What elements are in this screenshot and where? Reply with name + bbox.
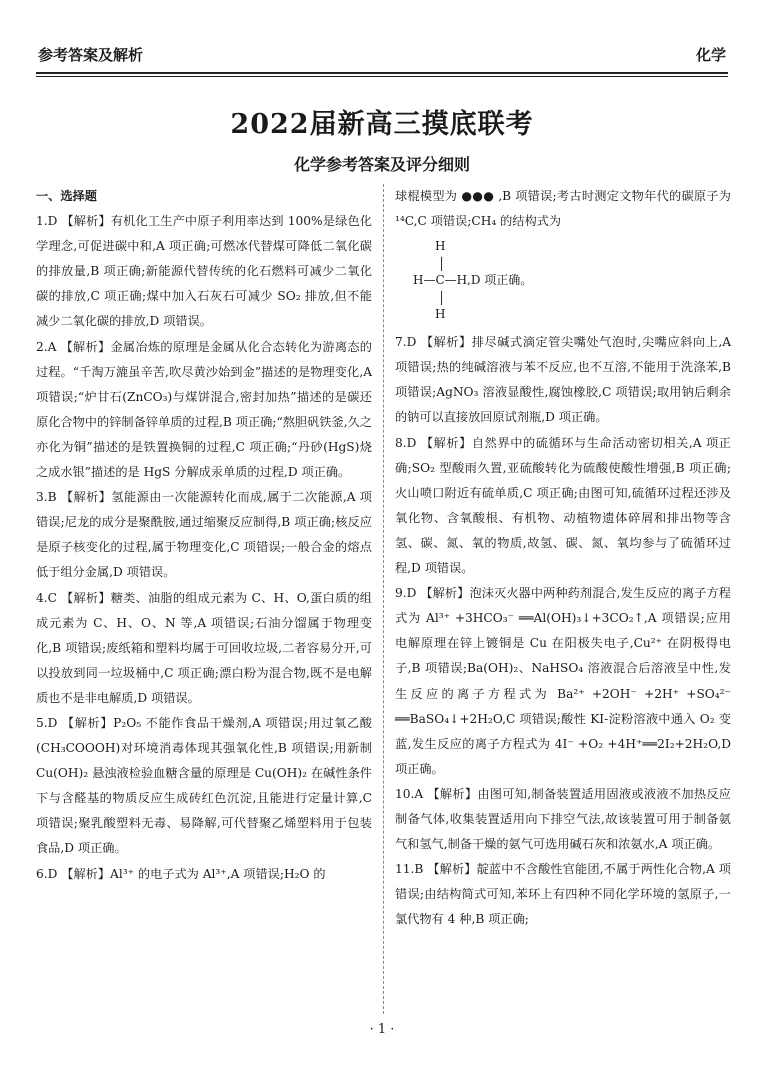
page-subtitle: 化学参考答案及评分细则: [293, 155, 470, 174]
answer-item-9: 9.D 【解析】泡沫灭火器中两种药剂混合,发生反应的离子方程式为 Al³⁺ +3HCO₃⁻ ══Al(OH)₃↓+3CO₂↑,A 项错误;应用电解原理在锌上镀铜是 Cu 在阳极失电子,Cu²⁺ 在阴极得电子,B 项错误;Ba(OH)₂、NaHSO₄ 溶液混合后溶液呈中性,发生反应的离子方程式为 Ba²⁺ +2OH⁻ +2H⁺ +SO₄²⁻ ══BaSO₄↓+2H₂O,C 项错误;酸性 KI-淀粉溶液中通入 O₂ 变蓝,发生反应的离子方程式为 4I⁻ +O₂ +4H⁺══2I₂+2H₂O,D 项正确。: [395, 586, 731, 776]
answer-item-10: 10.A 【解析】由图可知,制备装置适用固液或液液不加热反应制备气体,收集装置适用向下排空气法,故该装置可用于制备氨气和氢气,制备干燥的氨气可选用碱石灰和浓氨水,A 项正确。: [395, 786, 731, 852]
bond-vertical-top: │: [438, 257, 446, 272]
header-left-title: 参考答案及解析: [38, 46, 144, 64]
right-column: [395, 184, 731, 932]
answer-item-7: 7.D 【解析】排尽碱式滴定管尖嘴处气泡时,尖嘴应斜向上,A 项错误;热的纯碱溶液与苯不反应,也不互溶,不能用于洗涤苯,B 项错误;AgNO₃ 溶液显酸性,腐蚀橡胶,C 项错误;取用钠后剩余的钠可以直接放回原试剂瓶,D 项正确。: [395, 335, 731, 425]
answer-item-6-continued: [395, 184, 731, 234]
header-right-subject: 化学: [695, 46, 726, 64]
page-title: 2022届新高三摸底联考: [230, 109, 534, 140]
answer-item-6: 6.D 【解析】Al³⁺ 的电子式为 Al³⁺,A 项错误;H₂O 的: [36, 866, 326, 881]
bond-vertical-bottom: │: [438, 291, 446, 306]
column-divider: [383, 184, 384, 1014]
answer-item-11: 11.B 【解析】靛蓝中不含酸性官能团,不属于两性化合物,A 项错误;由结构简式可知,苯环上有四种不同化学环境的氢原子,一氯代物有 4 种,B 项正确;: [395, 862, 731, 927]
answer-item-6b-text: 球棍模型为 ●●● ,B 项错误;考古时测定文物年代的碳原子为¹⁴C,C 项错误;CH₄ 的结构式为: [395, 189, 731, 229]
header-rule-thin: [36, 76, 728, 77]
answer-item-4: 4.C 【解析】糖类、油脂的组成元素为 C、H、O,蛋白质的组成元素为 C、H、O、N 等,A 项错误;石油分馏属于物理变化,B 项错误;废纸箱和塑料均属于可回收垃圾,二者容易分开,可以投放到同一垃圾桶中,C 项正确;漂白粉为混合物,既不是电解质也不是非电解质,D 项错误。: [36, 590, 372, 705]
answer-item-8: 8.D 【解析】自然界中的硫循环与生命活动密切相关,A 项正确;SO₂ 型酸雨久置,亚硫酸转化为硫酸使酸性增强,B 项正确;火山喷口附近有硫单质,C 项正确;由图可知,硫循环过程还涉及氧化物、含氧酸根、有机物、动植物遗体碎屑和排出物等含氢、碳、氮、氧的物质,故氢、碳、氮、氧均参与了硫循环过程,D 项错误。: [395, 435, 731, 576]
methane-middle: H—C—H: [413, 273, 468, 288]
answer-item-2: 2.A 【解析】金属冶炼的原理是金属从化合态转化为游离态的过程。“千淘万漉虽辛苦,吹尽黄沙始到金”描述的是物理变化,A 项错误;“炉甘石(ZnCO₃)与煤饼混合,密封加热”描述的是碳还原化合物中的锌制备锌单质的过程,B 项正确;“熬胆矾铁釜,久之亦化为铜”描述的是铁置换铜的过程,C 项正确;“丹砂(HgS)烧之成水银”描述的是 HgS 分解成汞单质的过程,D 项正确。: [36, 339, 372, 480]
methane-h-bottom: H: [435, 307, 446, 322]
section-heading: 一、选择题: [36, 189, 97, 203]
left-column: [36, 184, 372, 887]
answer-item-5: 5.D 【解析】P₂O₅ 不能作食品干燥剂,A 项错误;用过氧乙酸(CH₃COOOH)对环境消毒体现其强氧化性,B 项错误;用新制 Cu(OH)₂ 悬浊液检验血糖含量的原理是 Cu(OH)₂ 在碱性条件下与含醛基的物质反应生成砖红色沉淀,且能进行定量计算,C 项错误;聚乳酸塑料无毒、易降解,可代替聚乙烯塑料用于包装食品,D 项正确。: [36, 715, 372, 856]
answer-item-1: 1.D 【解析】有机化工生产中原子利用率达到 100%是绿色化学理念,可促进碳中和,A 项正确;可燃冰代替煤可降低二氧化碳的排放量,B 项正确;新能源代替传统的化石燃料可减少二氧化碳的排放,C 项正确;煤中加入石灰石可减少 SO₂ 排放,但不能减少二氧化碳的排放,D 项错误。: [36, 214, 372, 329]
page-number: · 1 ·: [369, 1022, 395, 1037]
header-rule: [36, 72, 728, 74]
methane-h-top: H: [435, 239, 446, 254]
answer-item-6c-tail: ,D 项正确。: [467, 273, 533, 288]
methane-structural-formula: [409, 234, 731, 330]
answer-item-3: 3.B 【解析】氢能源由一次能源转化而成,属于二次能源,A 项错误;尼龙的成分是聚酰胺,通过缩聚反应制得,B 项正确;核反应是原子核变化的过程,属于物理变化,C 项错误;一般合金的熔点低于组分金属,D 项错误。: [36, 490, 372, 580]
